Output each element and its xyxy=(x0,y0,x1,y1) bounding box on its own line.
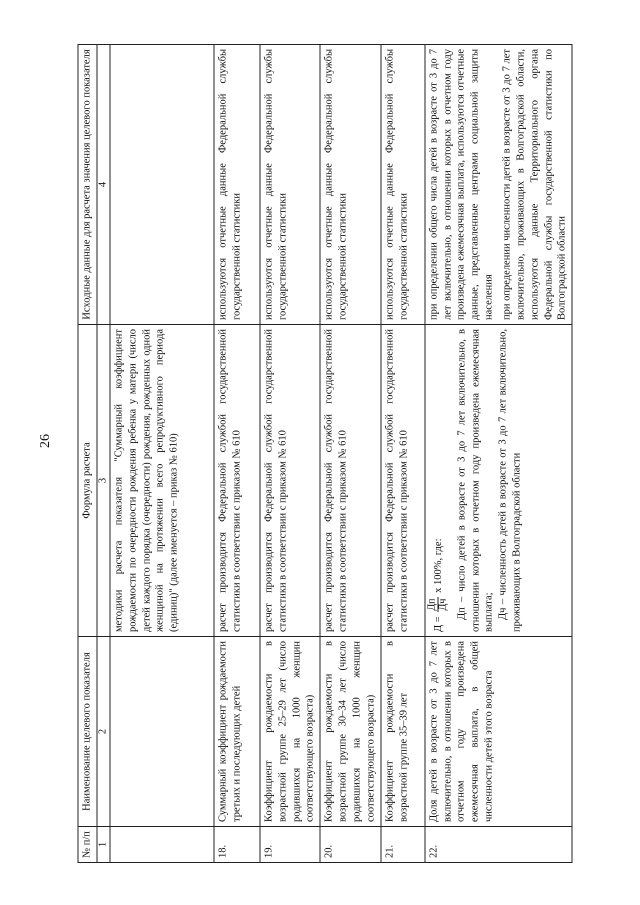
fraction-numerator: Дп xyxy=(426,598,438,611)
formula-rhs: x 100%, где: xyxy=(432,538,444,593)
indicators-table xyxy=(78,44,573,863)
cell-formula: расчет производится Федеральной службой государственной статистики в соответствии с приказом № 610 xyxy=(381,325,425,637)
cell-num: 18. xyxy=(214,827,260,863)
cell-name: Коэффициент рождаемости в возрастной группе 35–39 лет xyxy=(381,637,425,827)
cell-num: 22. xyxy=(425,827,573,863)
formula-fraction xyxy=(427,597,449,611)
column-number: 4 xyxy=(97,45,110,325)
table-row xyxy=(260,45,320,863)
cell-num: 21. xyxy=(381,827,425,863)
table-row xyxy=(381,45,425,863)
fraction-denominator: Дч xyxy=(437,598,449,611)
cell-formula: методики расчета показателя "Суммарный коэффициент рождаемости по очередности рождения ребенка у матери (число детей каждого порядка (очередности) рождения, рожденных одной женщиной на протяжении всего репродуктивного периода (единиц)" (далее именуется – приказ № 610) xyxy=(110,325,214,637)
document-sheet xyxy=(78,45,567,863)
column-number: 3 xyxy=(97,325,110,637)
column-number: 1 xyxy=(97,827,110,863)
table-row xyxy=(425,45,573,863)
cell-num: 20. xyxy=(320,827,380,863)
table-row-continuation xyxy=(110,45,214,863)
formula-definition-dp: Дп – число детей в возрасте от 3 до 7 лет включительно, в отношении которых в отчетном году произведена ежемесячная выплата; xyxy=(456,329,495,632)
header-source: Исходные данные для расчета значения целевого показателя xyxy=(78,45,97,325)
cell-source: используются отчетные данные Федеральной службы государственной статистики xyxy=(381,45,425,325)
cell-source: используются отчетные данные Федеральной службы государственной статистики xyxy=(214,45,260,325)
header-num: № п/п xyxy=(78,827,97,863)
table-row xyxy=(320,45,380,863)
header-row xyxy=(78,45,97,863)
source-paragraph: при определении общего числа детей в возрасте от 3 до 7 лет включительно, в отношении которых в отчетном году произведена ежемесячная выплата, используются отчетные данные, представленные центрами социальной защиты населения xyxy=(428,49,495,320)
cell-formula xyxy=(425,325,573,637)
cell-source xyxy=(110,45,214,325)
cell-source: используются отчетные данные Федеральной службы государственной статистики xyxy=(320,45,380,325)
cell-name xyxy=(110,637,214,827)
cell-name: Суммарный коэффициент рождаемости третьих и последующих детей xyxy=(214,637,260,827)
cell-formula: расчет производится Федеральной службой государственной статистики в соответствии с приказом № 610 xyxy=(214,325,260,637)
header-name: Наименование целевого показателя xyxy=(78,637,97,827)
cell-name: Доля детей в возрасте от 3 до 7 лет включительно, в отношении которых в отчетном году произведена ежемесячная выплата, в общей численности детей этого возраста xyxy=(425,637,573,827)
cell-formula: расчет производится Федеральной службой государственной статистики в соответствии с приказом № 610 xyxy=(260,325,320,637)
formula-lhs: Д = xyxy=(432,616,444,632)
cell-name: Коэффициент рождаемости в возрастной группе 30–34 лет (число родившихся на 1000 женщин соответствующего возраста) xyxy=(320,637,380,827)
formula-equation xyxy=(427,329,449,632)
column-number: 2 xyxy=(97,637,110,827)
header-formula: Формула расчета xyxy=(78,325,97,637)
cell-source xyxy=(425,45,573,325)
page-number: 26 xyxy=(38,434,53,448)
cell-num: 19. xyxy=(260,827,320,863)
column-numbers-row xyxy=(97,45,110,863)
cell-formula: расчет производится Федеральной службой государственной статистики в соответствии с приказом № 610 xyxy=(320,325,380,637)
source-paragraph: при определении численности детей в возрасте от 3 до 7 лет включительно, проживающих в Волгоградской области, используются данные Территориального органа Федеральной службы государственной статистики по Волгоградской области xyxy=(501,49,568,320)
cell-name: Коэффициент рождаемости в возрастной группе 25–29 лет (число родившихся на 1000 женщин соответствующего возраста) xyxy=(260,637,320,827)
cell-num xyxy=(110,827,214,863)
cell-source: используются отчетные данные Федеральной службы государственной статистики xyxy=(260,45,320,325)
table-row xyxy=(214,45,260,863)
formula-definition-dch: Дч – численность детей в возрасте от 3 до 7 лет включительно, проживающих в Волгоградской области xyxy=(497,329,523,632)
